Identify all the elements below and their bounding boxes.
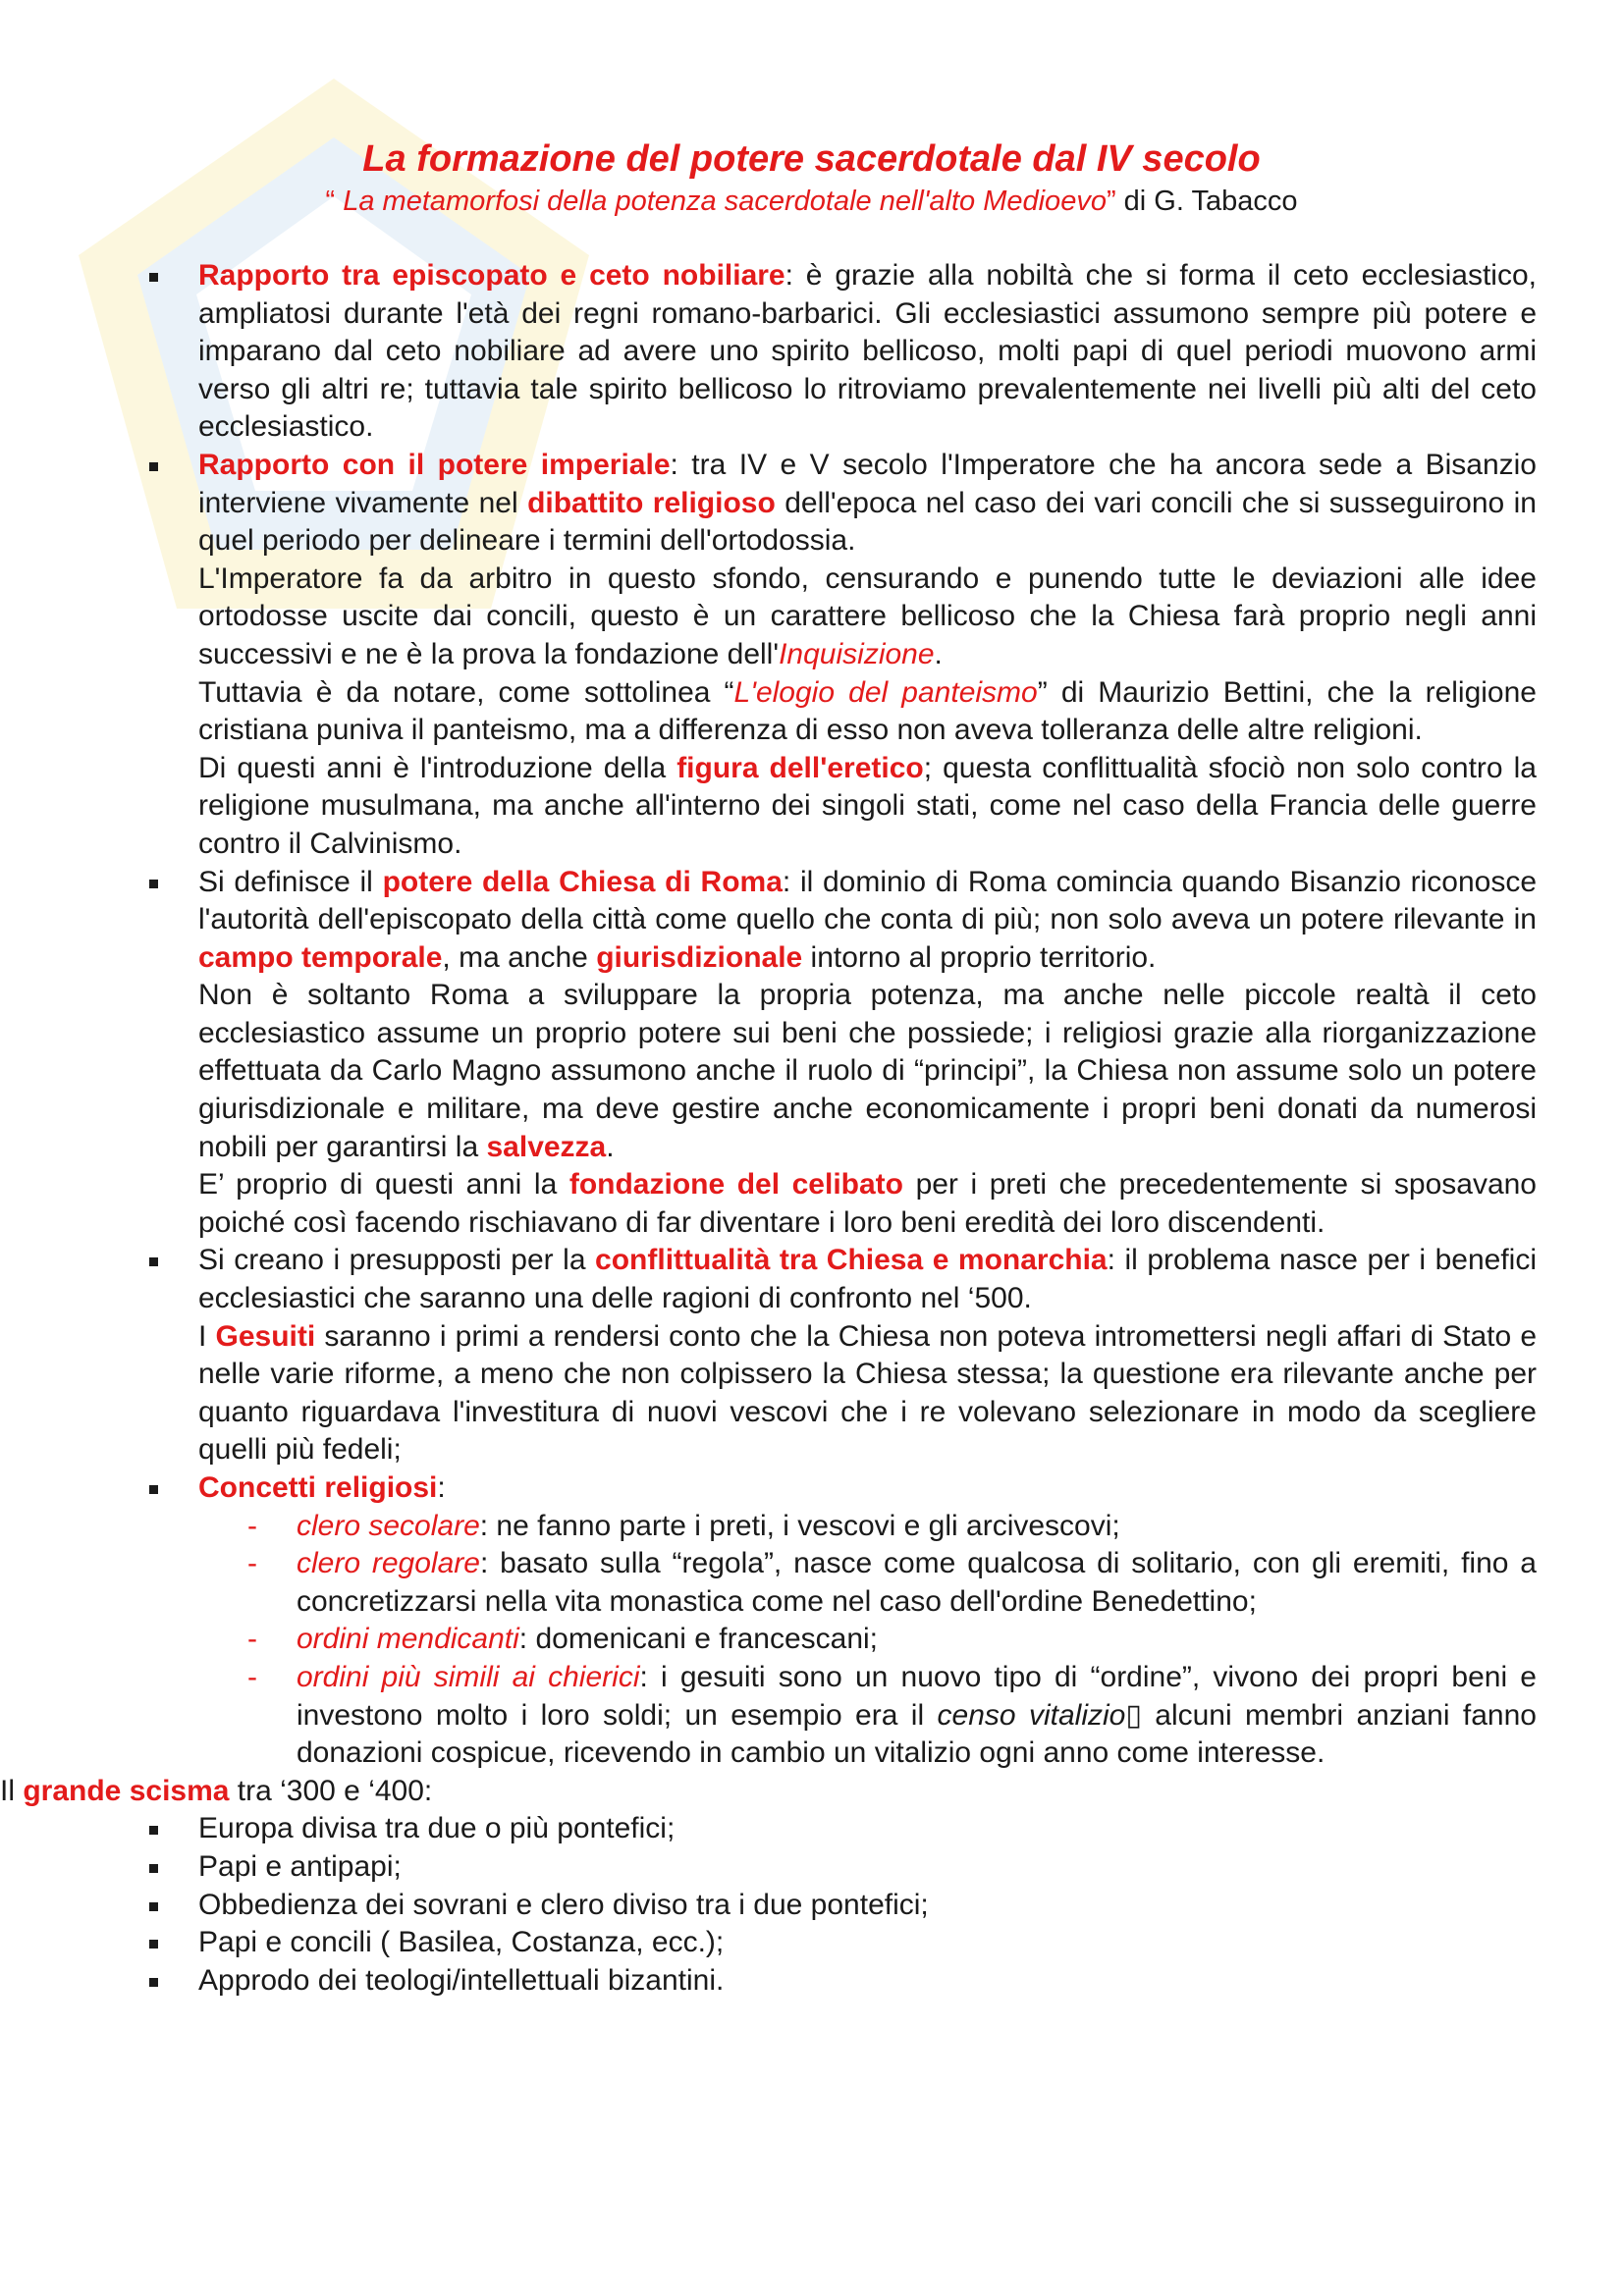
item-text: Il <box>0 1774 24 1807</box>
item-text: Tuttavia è da notare, come sottolinea “ <box>198 675 734 709</box>
paragraph <box>198 864 1537 978</box>
concept-term: clero secolare <box>297 1509 480 1542</box>
concept-text: ▯ alcuni membri anziani fanno donazioni cospicue, ricevendo in cambio un vitalizio ogni anno come interesse. <box>297 1698 1537 1770</box>
square-bullet-icon <box>149 462 158 471</box>
sublist-item <box>198 1545 1537 1621</box>
item-text: Di questi anni è l'introduzione della <box>198 751 677 784</box>
concept-text: : domenicani e francescani; <box>518 1623 878 1656</box>
concept-text: : i gesuiti sono un nuovo tipo di “ordine”, vivono dei propri beni e investono molto i loro soldi; un esempio era il <box>297 1660 1537 1732</box>
sublist-item <box>198 1621 1537 1659</box>
concept-term: clero regolare <box>297 1547 480 1580</box>
item-text: : è grazie alla nobiltà che si forma il ceto ecclesiastico, ampliatosi durante l'età dei regni romano-barbarici. Gli ecclesiastici assumono sempre più potere e imparano dal ceto nobiliare ad avere uno spirito bellicoso, molti papi di quel periodi muovono armi verso gli altri re; tuttavia tale spirito bellicoso lo ritroviamo prevalentemente nei livelli più alti del ceto ecclesiastico. <box>198 259 1537 444</box>
square-bullet-icon <box>149 880 158 888</box>
schism-list <box>98 1810 1537 2000</box>
item-text: tra ‘300 e ‘400: <box>229 1774 433 1807</box>
keyword: fondazione del celibato <box>568 1168 903 1201</box>
paragraph <box>198 977 1537 1166</box>
keyword: Rapporto con il potere imperiale <box>198 448 671 481</box>
item-text: I <box>198 1319 216 1353</box>
topic-list <box>98 257 1537 1773</box>
concept-text: : basato sulla “regola”, nasce come qualcosa di solitario, con gli eremiti, fino a concretizzarsi nella vita monastica come nel caso dell'ordine Benedettino; <box>297 1547 1537 1618</box>
square-bullet-icon <box>149 1864 158 1873</box>
list-item-chiesa-di-roma <box>98 864 1537 1243</box>
keyword-italic: L'elogio del panteismo <box>733 675 1038 709</box>
sublist-item <box>198 1508 1537 1546</box>
item-text: : tra IV e V secolo l'Imperatore che ha ancora sede a Bisanzio interviene vivamente nel <box>198 448 1537 519</box>
item-text: Si creano i presupposti per la <box>198 1244 596 1277</box>
paragraph <box>198 1242 1537 1317</box>
sublist-item <box>198 1659 1537 1773</box>
item-text: Europa divisa tra due o più pontefici; <box>198 1812 676 1845</box>
concept-text: : ne fanno parte i preti, i vescovi e gli arcivescovi; <box>479 1509 1120 1542</box>
list-item <box>98 1924 1537 1962</box>
keyword: conflittualità tra Chiesa e monarchia <box>595 1244 1108 1277</box>
subtitle-author: di G. Tabacco <box>1115 186 1298 217</box>
page-title: La formazione del potere sacerdotale dal IV secolo <box>362 138 1261 180</box>
schism-heading <box>0 1773 1537 1811</box>
keyword: figura dell'eretico <box>676 751 924 784</box>
keyword: campo temporale <box>198 940 443 974</box>
subtitle-open-quote: “ <box>325 186 336 217</box>
keyword: giurisdizionale <box>596 940 803 974</box>
concept-italic: censo vitalizio <box>937 1698 1126 1732</box>
page-subtitle <box>0 183 1623 220</box>
list-item <box>98 1887 1537 1925</box>
item-text: , ma anche <box>442 940 597 974</box>
square-bullet-icon <box>149 1257 158 1266</box>
item-text: Papi e antipapi; <box>198 1849 402 1883</box>
item-text: L'Imperatore fa da arbitro in questo sfondo, censurando e punendo tutte le deviazioni alle idee ortodosse uscite dai concili, questo è un carattere bellicoso che la Chiesa farà proprio negli anni successivi e ne è la prova la fondazione dell' <box>198 561 1537 670</box>
keyword: grande scisma <box>23 1774 230 1807</box>
keyword: dibattito religioso <box>527 486 776 519</box>
dash-bullet-icon: - <box>247 1623 257 1656</box>
item-text: : <box>437 1471 446 1504</box>
document-body <box>0 257 1538 2000</box>
keyword: Concetti religiosi <box>198 1471 438 1504</box>
item-text: E’ proprio di questi anni la <box>198 1168 569 1201</box>
paragraph <box>198 1166 1537 1242</box>
subtitle-work: La metamorfosi della potenza sacerdotale nell'alto Medioevo <box>335 186 1107 217</box>
item-text: : il problema nasce per i benefici ecclesiastici che saranno una delle ragioni di confronto nel ‘500. <box>198 1244 1538 1315</box>
item-text: per i preti che precedentemente si sposavano poiché così facendo rischiavano di far diventare i loro beni eredità dei loro discendenti. <box>198 1168 1537 1239</box>
square-bullet-icon <box>149 1826 158 1835</box>
concepts-sublist <box>198 1508 1537 1773</box>
list-item-episcopato <box>98 257 1537 447</box>
concept-term: ordini più simili ai chierici <box>297 1660 640 1693</box>
list-item-conflittualita <box>98 1242 1537 1469</box>
paragraph <box>198 447 1537 561</box>
keyword: Gesuiti <box>215 1319 316 1353</box>
list-item <box>98 1810 1537 1848</box>
paragraph <box>198 750 1537 864</box>
dash-bullet-icon: - <box>247 1660 257 1693</box>
paragraph <box>198 1318 1537 1469</box>
paragraph <box>198 674 1537 750</box>
square-bullet-icon <box>149 1902 158 1911</box>
square-bullet-icon <box>149 273 158 282</box>
item-text: Approdo dei teologi/intellettuali bizantini. <box>198 1963 725 1997</box>
item-text: . <box>934 637 943 670</box>
item-text: dell'epoca nel caso dei vari concili che si susseguirono in quel periodo per delineare i termini dell'ortodossia. <box>198 486 1537 558</box>
subtitle-close-quote: ” <box>1106 186 1116 217</box>
item-text: . <box>606 1130 615 1163</box>
keyword: salvezza <box>486 1130 607 1163</box>
item-text: intorno al proprio territorio. <box>802 940 1157 974</box>
dash-bullet-icon: - <box>247 1509 257 1542</box>
item-text: ; questa conflittualità sfociò non solo contro la religione musulmana, ma anche all'interno dei singoli stati, come nel caso della Francia delle guerre contro il Calvinismo. <box>198 751 1537 860</box>
dash-bullet-icon: - <box>247 1547 257 1580</box>
keyword: Rapporto tra episcopato e ceto nobiliare <box>198 259 785 292</box>
list-item-potere-imperiale <box>98 447 1537 864</box>
item-text: Papi e concili ( Basilea, Costanza, ecc.); <box>198 1926 725 1959</box>
square-bullet-icon <box>149 1978 158 1987</box>
square-bullet-icon <box>149 1940 158 1949</box>
keyword-italic: Inquisizione <box>779 637 935 670</box>
concept-term: ordini mendicanti <box>297 1623 519 1656</box>
item-text: ” di Maurizio Bettini, che la religione cristiana puniva il panteismo, ma a differenza di esso non aveva tolleranza delle altre religioni. <box>198 675 1537 747</box>
list-item <box>98 1848 1537 1887</box>
item-text: Non è soltanto Roma a sviluppare la propria potenza, ma anche nelle piccole realtà il ceto ecclesiastico assume un proprio potere sui beni che possiede; i religiosi grazie alla riorganizzazione effettuata da Carlo Magno assumono anche il ruolo di “principi”, la Chiesa non assume solo un potere giurisdizionale e militare, ma deve gestire anche economicamente i propri beni donati da numerosi nobili per garantirsi la <box>198 979 1537 1163</box>
paragraph <box>198 561 1537 674</box>
keyword: potere della Chiesa di Roma <box>382 865 783 898</box>
item-text: Obbedienza dei sovrani e clero diviso tra i due pontefici; <box>198 1888 929 1921</box>
square-bullet-icon <box>149 1485 158 1494</box>
item-text: Si definisce il <box>198 865 383 898</box>
item-text: saranno i primi a rendersi conto che la Chiesa non poteva intromettersi negli affari di Stato e nelle varie riforme, a meno che non colpissero la Chiesa stessa; la questione era rilevante anche per quanto riguardava l'investitura di nuovi vescovi che i re volevano selezionare in modo da scegliere quelli più fedeli; <box>198 1319 1537 1467</box>
list-item-concetti-religiosi <box>98 1469 1537 1773</box>
list-item <box>98 1962 1537 2001</box>
item-text: : il dominio di Roma comincia quando Bisanzio riconosce l'autorità dell'episcopato della città come quello che conta di più; non solo aveva un potere rilevante in <box>198 865 1538 936</box>
